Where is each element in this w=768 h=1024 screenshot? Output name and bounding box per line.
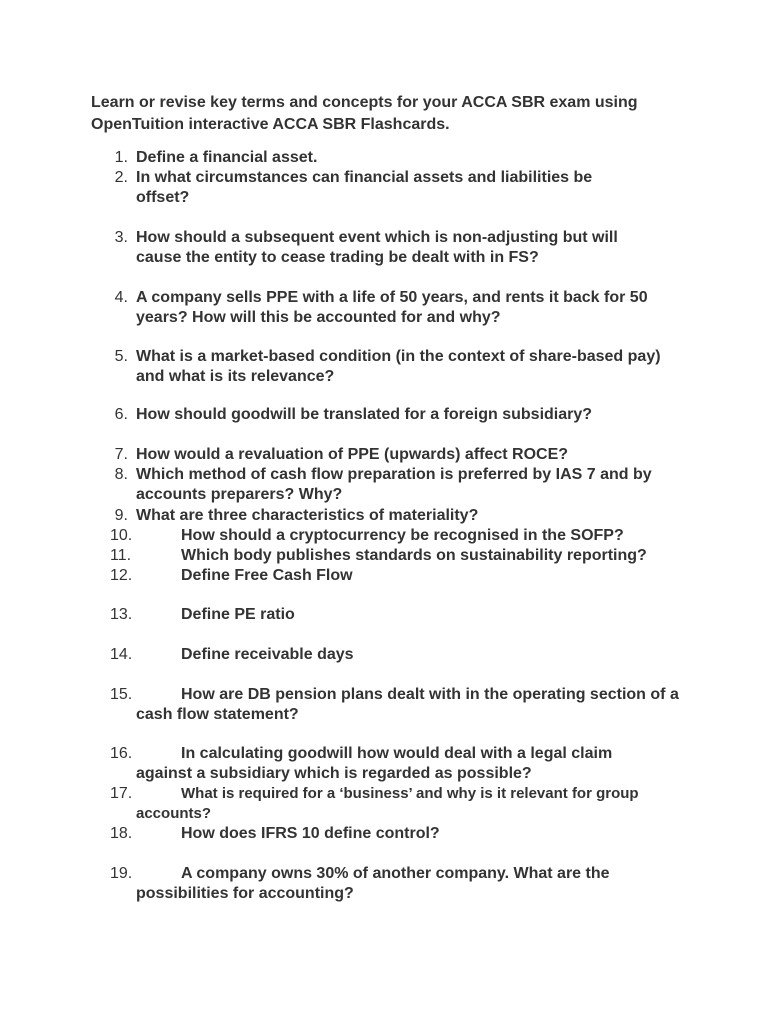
question-text: How should a subsequent event which is non-adjusting but will cause the entity to cease trading be dealt with in FS? [136,229,618,266]
question-number: 2. [114,169,128,186]
question-text: A company owns 30% of another company. What are the possibilities for accounting? [136,865,610,902]
question-number: 13. [110,606,133,623]
question-number: 3. [114,229,128,246]
question-text: Define a financial asset. [136,149,318,166]
question-number: 19. [110,865,133,882]
question-number: 9. [114,507,128,524]
question-text: What are three characteristics of materiality? [136,507,479,524]
question-text: What is required for a ‘business’ and why is it relevant for group accounts? [136,785,639,822]
question-text: Define PE ratio [181,606,295,623]
question-text: Define receivable days [181,646,354,663]
question-text: How does IFRS 10 define control? [181,825,440,842]
question-number: 12. [110,567,133,584]
question-number: 5. [114,348,128,365]
question-number: 11. [110,547,132,564]
question-text: How would a revaluation of PPE (upwards) affect ROCE? [136,446,569,463]
question-number: 4. [114,289,128,306]
question-text: Define Free Cash Flow [181,567,353,584]
question-number: 14. [110,646,133,663]
question-text: In calculating goodwill how would deal with a legal claim against a subsidiary which is regarded as possible? [136,745,613,782]
question-text: How are DB pension plans dealt with in the operating section of a cash flow statement? [136,686,679,723]
question-text: How should a cryptocurrency be recognised in the SOFP? [181,527,624,544]
question-number: 17. [110,785,133,802]
question-number: 7. [114,446,128,463]
question-text: Which method of cash flow preparation is preferred by IAS 7 and by accounts preparers? Why? [136,466,652,503]
question-number: 15. [110,686,133,703]
intro-paragraph: Learn or revise key terms and concepts for your ACCA SBR exam using OpenTuition interactive ACCA SBR Flashcards. [91,94,638,133]
question-number: 18. [110,825,133,842]
question-text: What is a market-based condition (in the context of share-based pay) and what is its relevance? [136,348,661,385]
question-number: 1. [114,149,128,166]
question-number: 16. [110,745,133,762]
question-text: Which body publishes standards on sustainability reporting? [181,547,647,564]
question-text: A company sells PPE with a life of 50 years, and rents it back for 50 years? How will this be accounted for and why? [136,289,648,326]
question-text: In what circumstances can financial assets and liabilities be offset? [136,169,593,206]
question-number: 10. [110,527,133,544]
question-number: 8. [114,466,128,483]
question-text: How should goodwill be translated for a foreign subsidiary? [136,406,593,423]
question-number: 6. [114,406,128,423]
